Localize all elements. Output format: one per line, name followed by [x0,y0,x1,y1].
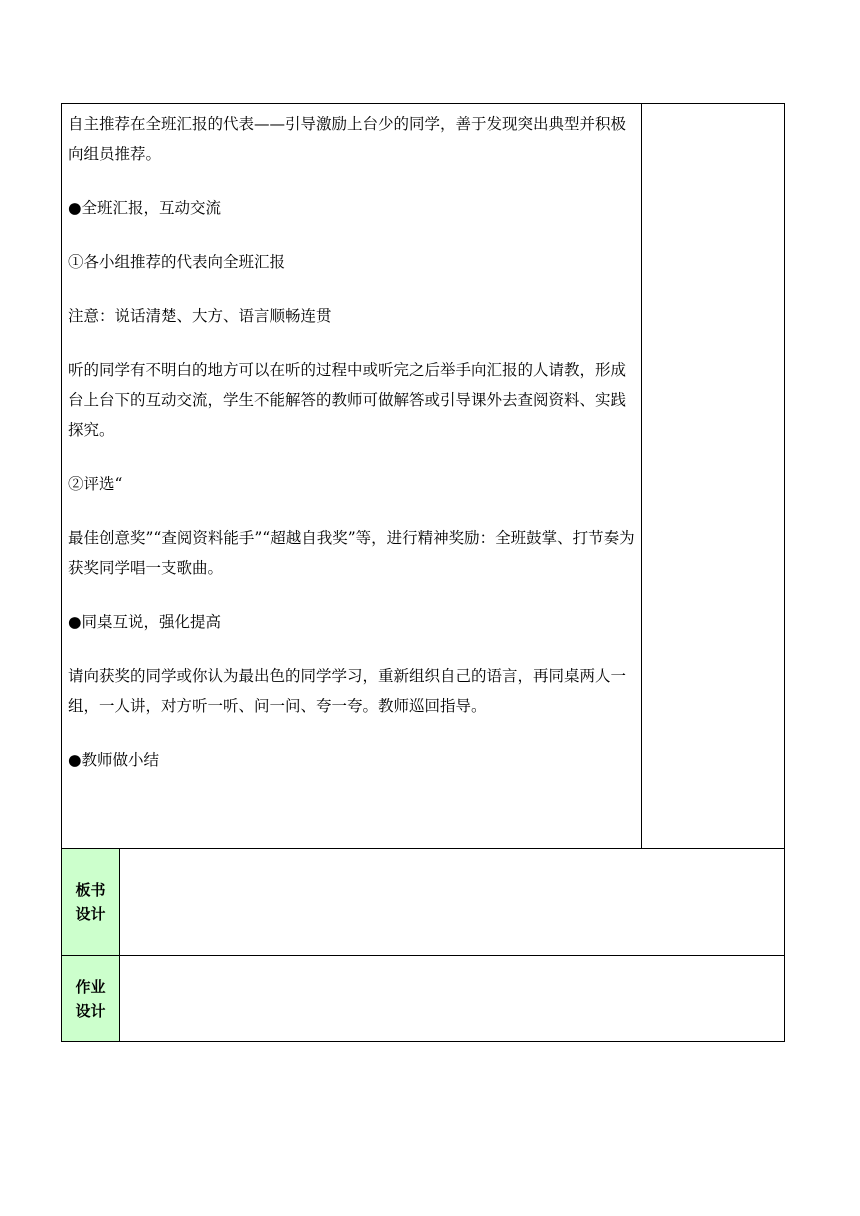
lesson-paragraph: 最佳创意奖”“查阅资料能手”“超越自我奖”等，进行精神奖励：全班鼓掌、打节奏为获奖同学唱一支歌曲。 [68,529,635,577]
board-design-content [119,848,785,956]
homework-design-label-line1: 作业 [75,977,106,996]
lesson-text [68,104,640,775]
board-design-label-line2: 设计 [75,905,106,923]
lesson-bullet-heading: ●教师做小结 [68,751,160,769]
lesson-step: ①各小组推荐的代表向全班汇报 [68,253,286,271]
board-design-label-line1: 板书 [75,881,106,899]
lesson-note: 注意：说话清楚、大方、语言顺畅连贯 [68,307,332,325]
homework-design-label-line2: 设计 [75,1001,106,1020]
board-design-label [61,848,120,956]
lesson-paragraph: 自主推荐在全班汇报的代表——引导激励上台少的同学，善于发现突出典型并积极向组员推荐。 [68,115,627,163]
lesson-paragraph: 听的同学有不明白的地方可以在听的过程中或听完之后举手向汇报的人请教，形成台上台下的互动交流，学生不能解答的教师可做解答或引导课外去查阅资料、实践探究。 [68,361,627,439]
lesson-bullet-heading: ●同桌互说，强化提高 [68,613,222,631]
homework-design-label [61,955,120,1042]
homework-design-content [119,955,785,1042]
lesson-step: ②评选“ [68,475,123,493]
lesson-paragraph: 请向获奖的同学或你认为最出色的同学学习，重新组织自己的语言，再同桌两人一组，一人讲，对方听一听、问一问、夸一夸。教师巡回指导。 [68,667,627,715]
lesson-bullet-heading: ●全班汇报，互动交流 [68,199,222,217]
notes-column-cell [641,103,785,849]
